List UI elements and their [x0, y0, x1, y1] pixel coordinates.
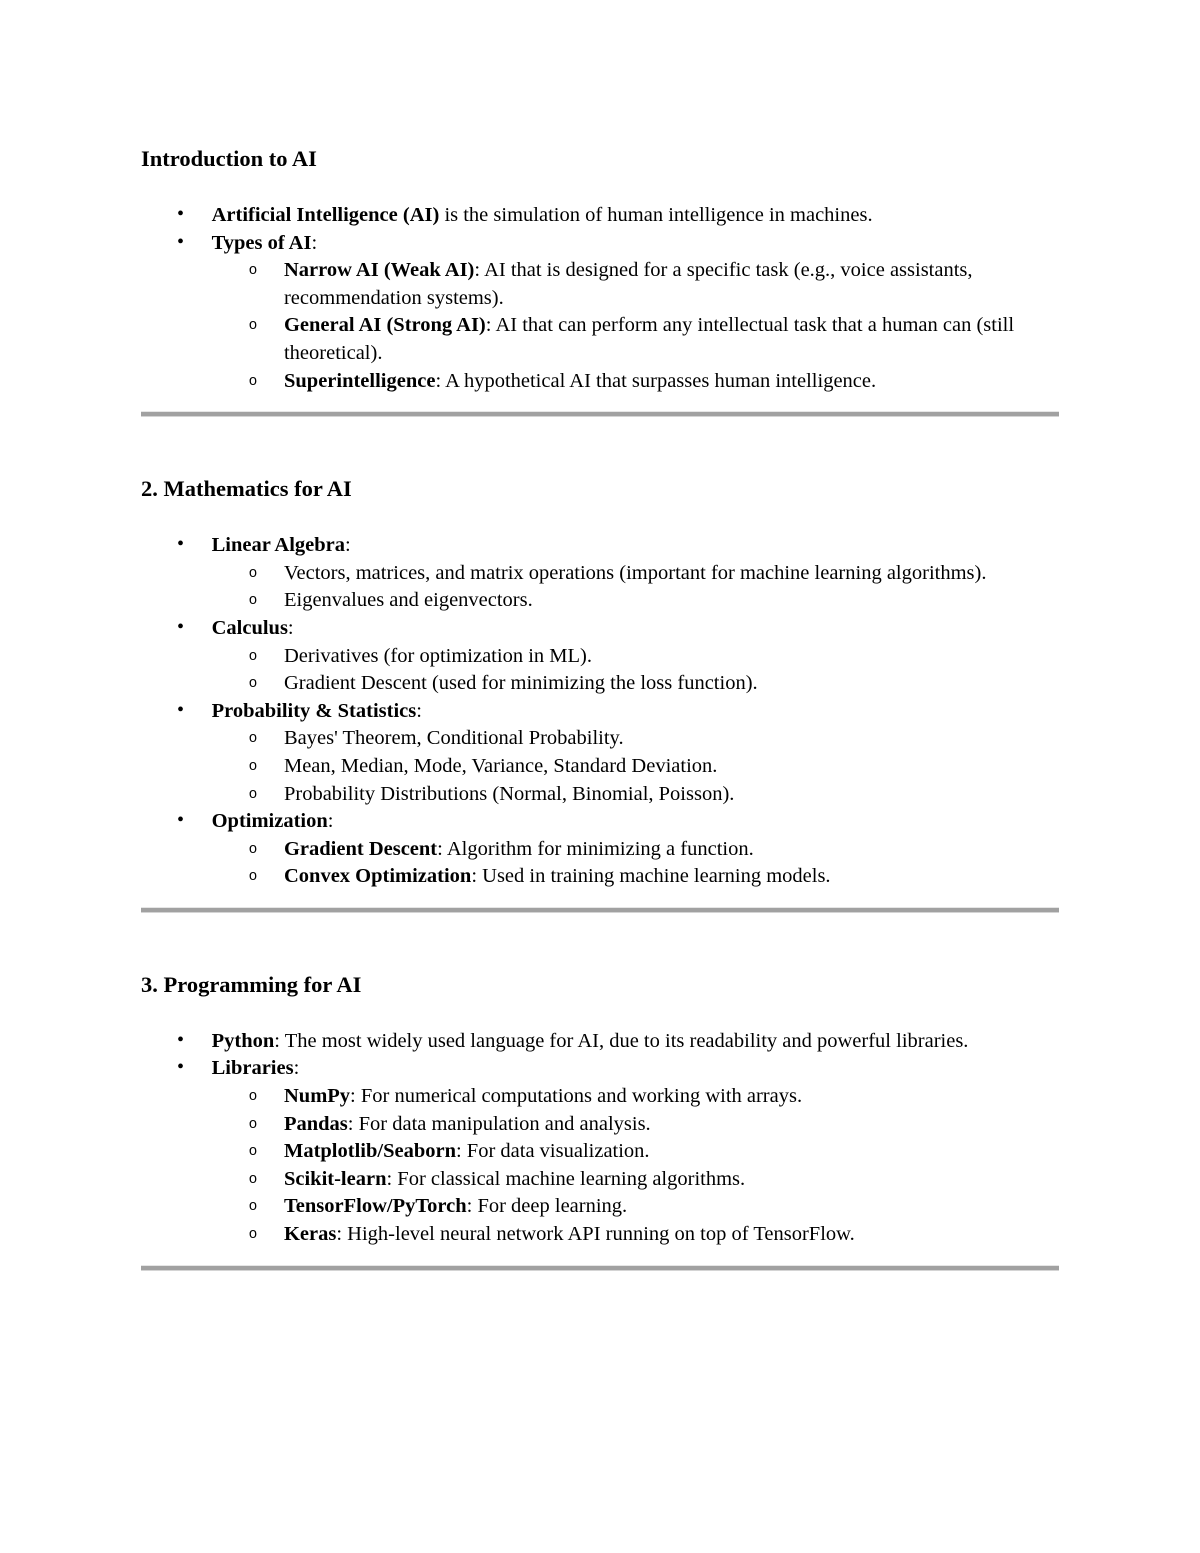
circle-bullet-icon: o [248, 758, 258, 775]
term-text: : AI that is designed for a specific task (e.g., voice assistants, recommendation systems). [283, 259, 973, 309]
term-bold: TensorFlow/PyTorch [283, 1195, 467, 1218]
term-bold: Calculus [211, 616, 288, 639]
term-bold: Scikit-learn [283, 1167, 387, 1190]
circle-bullet-icon: o [248, 263, 258, 280]
list-item [212, 753, 1059, 781]
section-programming [141, 970, 1059, 1249]
circle-bullet-icon: o [248, 869, 258, 886]
list-item [212, 670, 1059, 698]
list-item [212, 312, 1059, 367]
term-text: Probability Distributions (Normal, Binomial, Poisson). [283, 782, 735, 805]
term-text: : A hypothetical AI that surpasses human intelligence. [435, 369, 877, 392]
term-bold: Python [211, 1029, 275, 1052]
circle-bullet-icon: o [248, 786, 258, 803]
section-divider [141, 411, 1059, 417]
bullet-icon: • [177, 203, 185, 225]
term-text: Gradient Descent (used for minimizing the loss function). [283, 672, 758, 695]
term-text: Bayes' Theorem, Conditional Probability. [283, 727, 624, 750]
list-item [141, 202, 1059, 230]
section-divider [141, 907, 1059, 913]
term-bold: Keras [283, 1223, 337, 1246]
section-heading: 3. Programming for AI [141, 971, 362, 997]
term-text: : Used in training machine learning models. [471, 865, 831, 888]
term-text: : [287, 616, 294, 639]
list-item [212, 725, 1059, 753]
term-bold: Optimization [211, 810, 328, 833]
term-bold: Types of AI [211, 231, 312, 254]
term-bold: General AI (Strong AI) [283, 314, 486, 337]
term-bold: Libraries [211, 1057, 294, 1080]
section-heading: 2. Mathematics for AI [141, 476, 352, 502]
circle-bullet-icon: o [248, 1227, 258, 1244]
list-item [141, 615, 1059, 698]
list-item [212, 257, 1059, 312]
bullet-list [141, 202, 1059, 395]
list-item [141, 1055, 1059, 1248]
list-item [141, 1028, 1059, 1056]
term-text: : [327, 810, 334, 833]
list-item [212, 368, 1059, 396]
list-item [141, 698, 1059, 808]
term-text: : High-level neural network API running on top of TensorFlow. [336, 1223, 855, 1246]
list-item [212, 1111, 1059, 1139]
sub-bullet-list [212, 257, 1059, 395]
circle-bullet-icon: o [248, 648, 258, 665]
term-text: : [293, 1057, 300, 1080]
circle-bullet-icon: o [248, 676, 258, 693]
term-bold: Matplotlib/Seaborn [283, 1140, 456, 1163]
term-bold: Gradient Descent [283, 837, 438, 860]
list-item [212, 1221, 1059, 1249]
term-bold: NumPy [283, 1085, 351, 1108]
list-item [212, 781, 1059, 809]
term-bold: Probability & Statistics [211, 699, 417, 722]
term-text: Vectors, matrices, and matrix operations (important for machine learning algorithms). [283, 561, 987, 584]
circle-bullet-icon: o [248, 373, 258, 390]
list-item [212, 560, 1059, 588]
section-heading: Introduction to AI [141, 146, 317, 171]
bullet-icon: • [177, 615, 185, 638]
bullet-list [141, 532, 1059, 891]
term-text: : For data visualization. [455, 1140, 650, 1163]
circle-bullet-icon: o [248, 318, 258, 335]
sub-bullet-list [212, 725, 1059, 808]
term-text: Mean, Median, Mode, Variance, Standard Deviation. [283, 754, 718, 777]
term-text: : For deep learning. [466, 1195, 628, 1218]
term-bold: Artificial Intelligence (AI) [211, 204, 440, 226]
term-bold: Linear Algebra [211, 534, 346, 557]
list-item [212, 643, 1059, 671]
term-text: : For classical machine learning algorithms. [386, 1167, 746, 1190]
list-item [212, 863, 1059, 891]
bullet-icon: • [177, 1028, 185, 1051]
circle-bullet-icon: o [248, 593, 258, 610]
term-text: : For numerical computations and working with arrays. [350, 1085, 803, 1108]
term-text: : [345, 534, 351, 557]
circle-bullet-icon: o [248, 1144, 258, 1161]
term-text: : [416, 699, 422, 722]
term-text: is the simulation of human intelligence in machines. [439, 204, 873, 226]
term-text: : The most widely used language for AI, due to its readability and powerful libraries. [274, 1029, 969, 1052]
bullet-icon: • [177, 698, 185, 721]
term-text: : AI that can perform any intellectual task that a human can (still theoretical). [283, 314, 1015, 364]
sub-bullet-list [212, 1083, 1059, 1249]
bullet-list [141, 1028, 1059, 1249]
list-item [141, 230, 1059, 396]
term-bold: Superintelligence [283, 369, 436, 392]
list-item [141, 808, 1059, 891]
section-mathematics [141, 474, 1059, 891]
bullet-icon: • [177, 809, 185, 832]
circle-bullet-icon: o [248, 1089, 258, 1106]
list-item [212, 1083, 1059, 1111]
section-divider [141, 1265, 1059, 1271]
list-item [212, 1138, 1059, 1166]
sub-bullet-list [212, 836, 1059, 891]
list-item [212, 587, 1059, 615]
term-text: : For data manipulation and analysis. [347, 1112, 651, 1135]
term-bold: Convex Optimization [283, 865, 472, 888]
bullet-icon: • [177, 1056, 185, 1079]
term-text: : Algorithm for minimizing a function. [437, 837, 754, 860]
bullet-icon: • [177, 230, 185, 253]
circle-bullet-icon: o [248, 731, 258, 748]
circle-bullet-icon: o [248, 1199, 258, 1216]
term-text: Eigenvalues and eigenvectors. [283, 589, 533, 612]
list-item [212, 1193, 1059, 1221]
sub-bullet-list [212, 643, 1059, 698]
circle-bullet-icon: o [248, 1171, 258, 1188]
circle-bullet-icon: o [248, 1116, 258, 1133]
section-intro [141, 144, 1059, 395]
circle-bullet-icon: o [248, 565, 258, 582]
term-text: Derivatives (for optimization in ML). [283, 644, 592, 667]
sub-bullet-list [212, 560, 1059, 615]
list-item [212, 836, 1059, 864]
list-item [141, 532, 1059, 615]
bullet-icon: • [177, 533, 185, 556]
circle-bullet-icon: o [248, 841, 258, 858]
term-bold: Narrow AI (Weak AI) [283, 259, 475, 282]
term-bold: Pandas [283, 1112, 348, 1135]
list-item [212, 1166, 1059, 1194]
term-text: : [311, 231, 318, 254]
